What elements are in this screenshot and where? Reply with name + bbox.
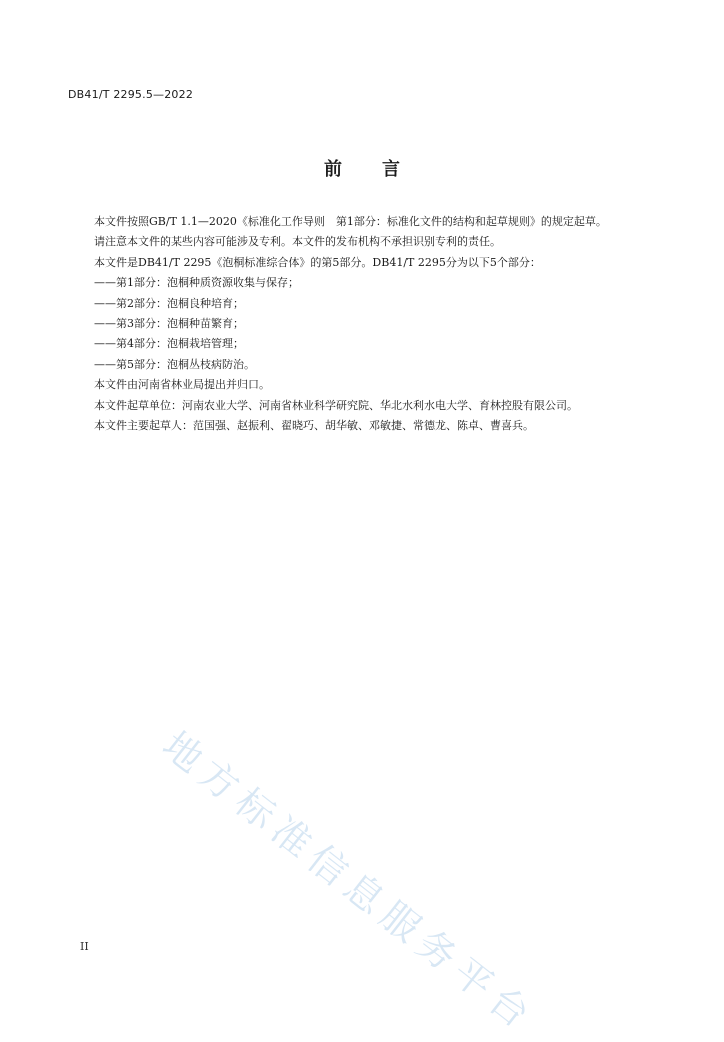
list-item-part-4: ——第4部分：泡桐栽培管理； [94,337,244,351]
watermark: 地方标准信息服务平台 [154,722,544,1041]
paragraph-drafting-units: 本文件起草单位：河南农业大学、河南省林业科学研究院、华北水利水电大学、育林控股有限公司。 [94,398,578,412]
paragraph-drafting-rules: 本文件按照GB/T 1.1—2020《标准化工作导则 第1部分：标准化文件的结构和起草规则》的规定起草。 [94,215,607,228]
preface-body [68,212,646,436]
paragraph-drafters: 本文件主要起草人：范国强、赵振利、翟晓巧、胡华敏、邓敏捷、常德龙、陈卓、曹喜兵。 [94,419,534,433]
list-item-part-3: ——第3部分：泡桐种苗繁育； [94,317,244,331]
paragraph-series-intro: 本文件是DB41/T 2295《泡桐标准综合体》的第5部分。DB41/T 2295分为以下5个部分： [94,255,541,269]
list-item-part-1: ——第1部分：泡桐种质资源收集与保存； [94,276,299,290]
title-char-2: 言 [382,159,400,180]
list-item-part-2: ——第2部分：泡桐良种培育； [94,296,244,310]
document-code: DB41/T 2295.5—2022 [68,88,194,101]
page-number: II [80,940,89,953]
page-title [0,155,724,181]
paragraph-proposer: 本文件由河南省林业局提出并归口。 [94,378,270,392]
paragraph-patent-notice: 请注意本文件的某些内容可能涉及专利。本文件的发布机构不承担识别专利的责任。 [94,235,501,249]
list-item-part-5: ——第5部分：泡桐丛枝病防治。 [94,357,255,371]
title-char-1: 前 [324,159,342,180]
